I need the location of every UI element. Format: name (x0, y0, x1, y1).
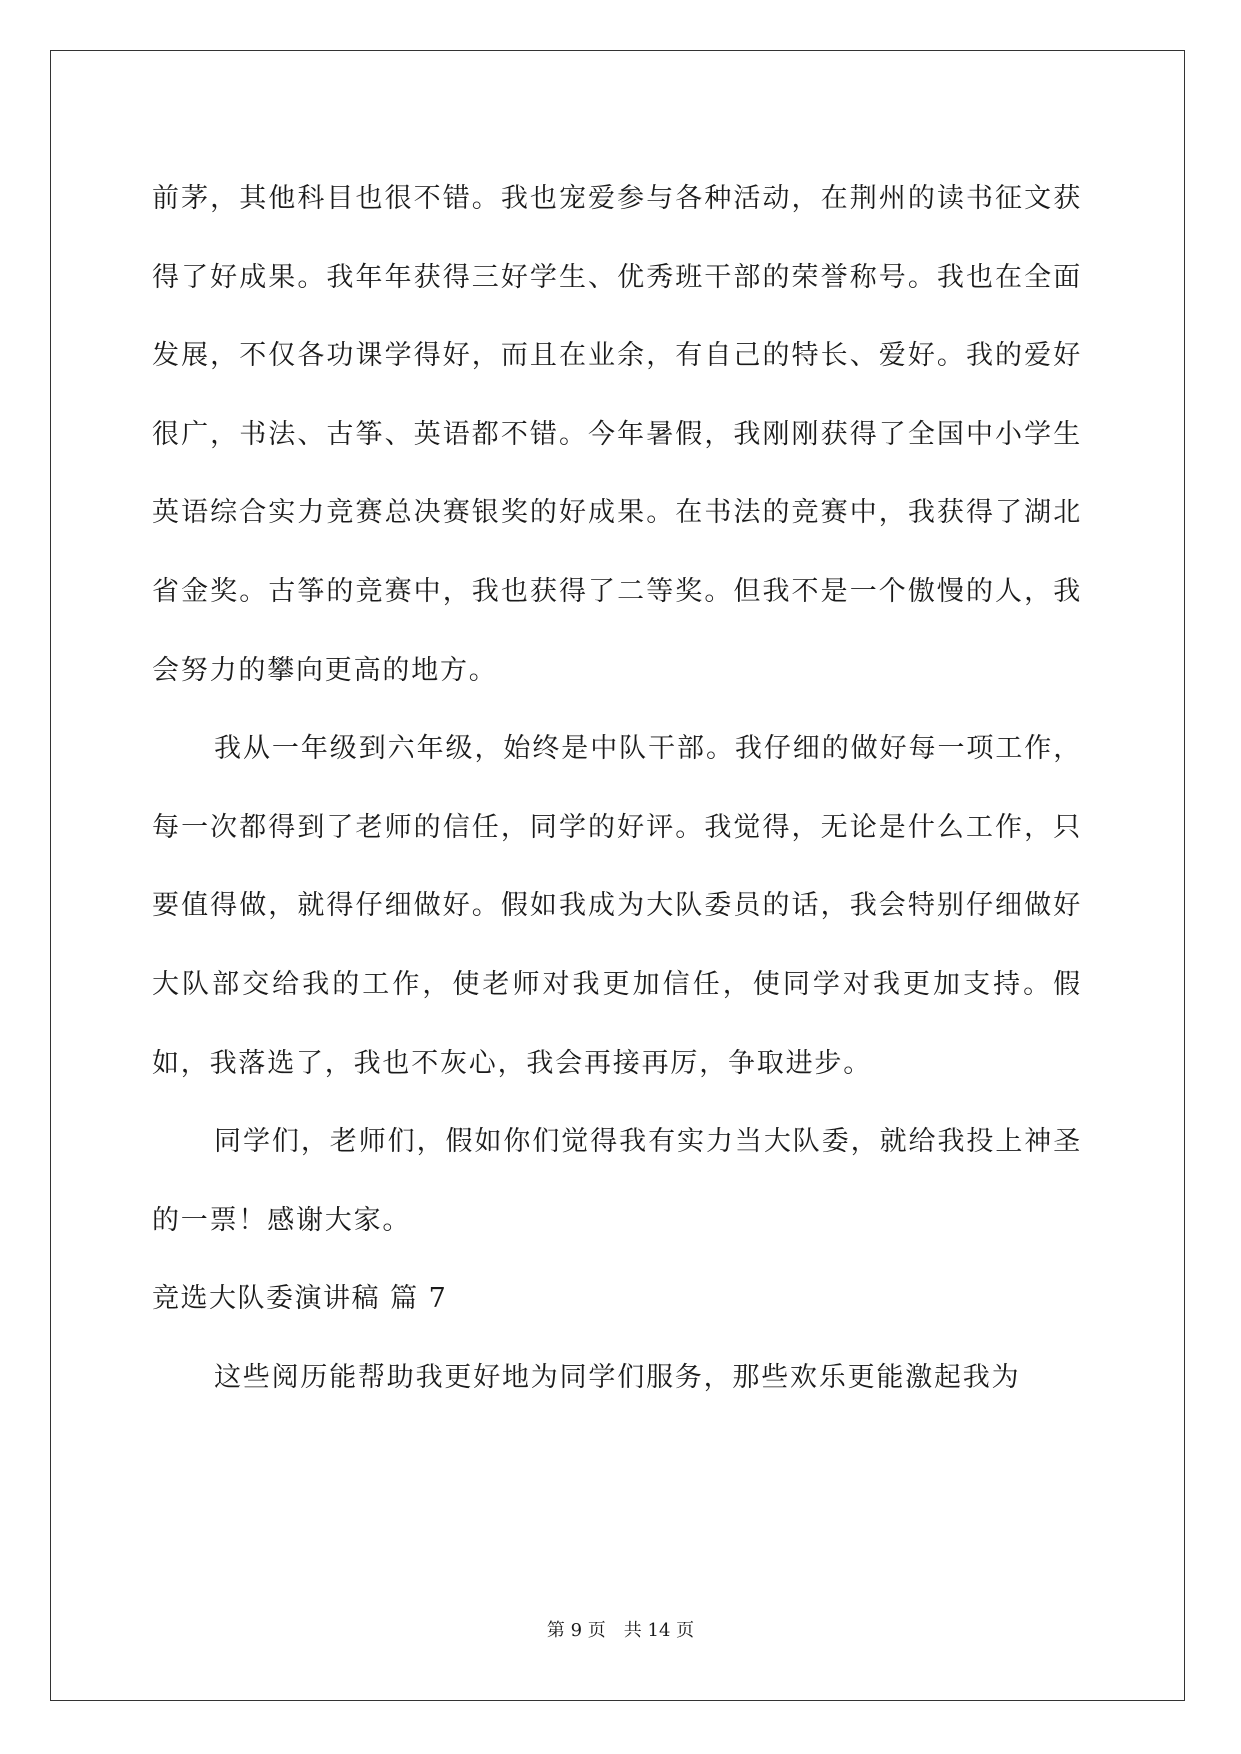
page-number-footer: 第 9 页 共 14 页 (546, 1620, 695, 1641)
paragraph: 这些阅历能帮助我更好地为同学们服务，那些欢乐更能激起我为 (214, 1361, 1021, 1393)
document-body (152, 160, 1082, 1418)
paragraph: 我从一年级到六年级，始终是中队干部。我仔细的做好每一项工作，每一次都得到了老师的信任，同学的好评。我觉得，无论是什么工作，只要值得做，就得仔细做好。假如我成为大队委员的话，我会特别仔细做好大队部交给我的工作，使老师对我更加信任，使同学对我更加支持。假如，我落选了，我也不灰心，我会再接再厉，争取进步。 (152, 733, 1082, 1079)
paragraph: 同学们，老师们，假如你们觉得我有实力当大队委，就给我投上神圣的一票！感谢大家。 (152, 1126, 1082, 1236)
paragraph: 前茅，其他科目也很不错。我也宠爱参与各种活动，在荆州的读书征文获得了好成果。我年年获得三好学生、优秀班干部的荣誉称号。我也在全面发展，不仅各功课学得好，而且在业余，有自己的特长、爱好。我的爱好很广，书法、古筝、英语都不错。今年暑假，我刚刚获得了全国中小学生英语综合实力竞赛总决赛银奖的好成果。在书法的竞赛中，我获得了湖北省金奖。古筝的竞赛中，我也获得了二等奖。但我不是一个傲慢的人，我会努力的攀向更高的地方。 (152, 183, 1082, 686)
section-title: 竞选大队委演讲稿 篇 7 (152, 1283, 448, 1315)
